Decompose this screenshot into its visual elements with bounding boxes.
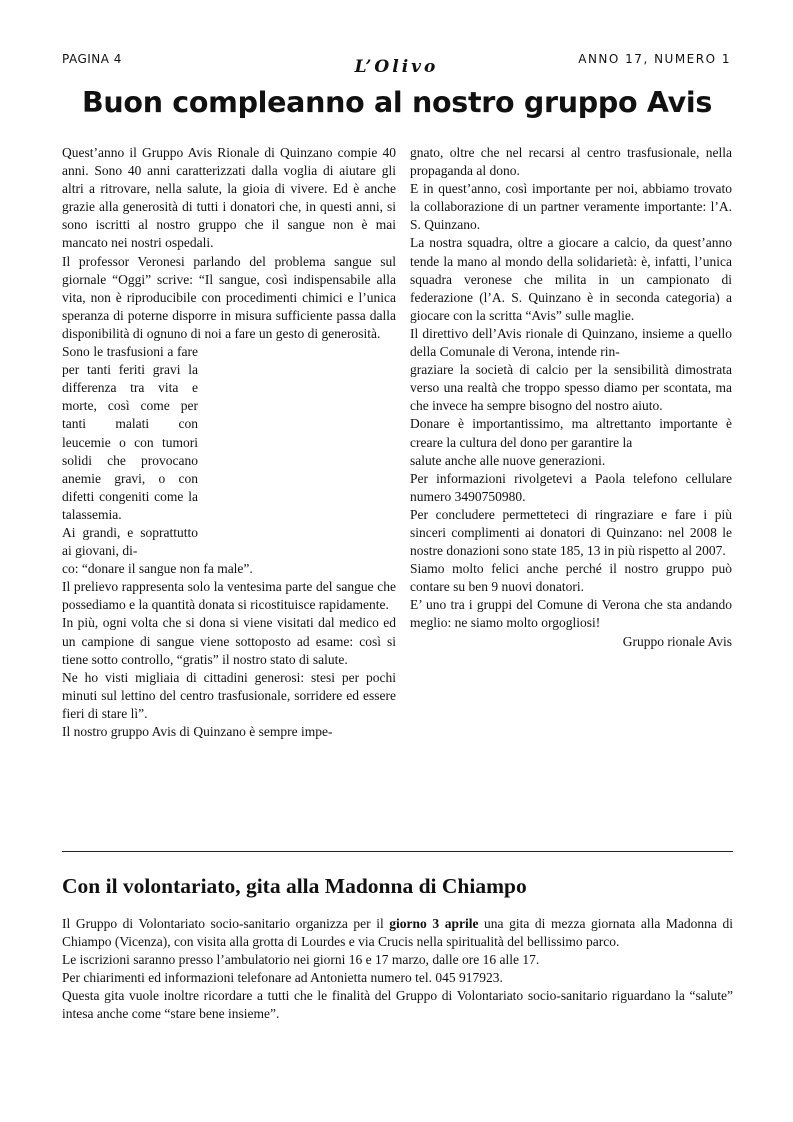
paragraph: In più, ogni volta che si dona si viene visitati dal medico ed un campione di sangue viene sottoposto ad esame: così si tiene sotto controllo, “gratis” il nostro stato di salute.	[62, 615, 396, 667]
paragraph: salute anche alle nuove generazioni.	[410, 452, 606, 468]
text: una gita di mezza giornata alla Madonna di Chiampo (Vicenza), con visita alla grotta di Lourdes e via Crucis nella spiritualità del bellissimo parco.	[62, 916, 733, 950]
paragraph	[62, 915, 733, 951]
paragraph: E’ uno tra i gruppi del Comune di Verona che sta andando meglio: ne siamo molto orgogliosi!	[410, 597, 732, 631]
article-body	[62, 915, 733, 1024]
section-divider	[62, 851, 733, 852]
article-title: Con il volontariato, gita alla Madonna di Chiampo	[62, 874, 527, 898]
paragraph: Per concludere permetteteci di ringraziare e fare i più sinceri complimenti ai donatori di Quinzano: nel 2008 le nostre donazioni sono state 185, 13 in più rispetto al 2007.	[410, 506, 732, 559]
text: Il Gruppo di Volontariato socio-sanitario organizza per il	[62, 916, 390, 931]
event-date: giorno 3 aprile	[389, 916, 479, 931]
article-title: Buon compleanno al nostro gruppo Avis	[82, 86, 713, 119]
article-column-right	[410, 144, 732, 651]
paragraph: Ai grandi, e soprattutto ai giovani, di-	[62, 524, 198, 559]
paragraph: Per chiarimenti ed informazioni telefonare ad Antonietta numero tel. 045 917923.	[62, 970, 503, 986]
issue-number: ANNO 17, NUMERO 1	[578, 52, 731, 66]
paragraph: Quest’anno il Gruppo Avis Rionale di Quinzano compie 40 anni. Sono 40 anni caratterizzati dalla voglia di aiutare gli altri a ritrovare, nella salute, la gioia di vivere. Ed è anche grazie alla generosità di tutti i donatori che, in questi anni, si sono iscritti al nostro gruppo che il sangue non è mai mancato nei nostri ospedali.	[62, 145, 396, 251]
paragraph: gnato, oltre che nel recarsi al centro trasfusionale, nella propaganda al dono.	[410, 145, 732, 179]
article-signature: Gruppo rionale Avis	[622, 633, 732, 649]
paragraph: Il direttivo dell’Avis rionale di Quinzano, insieme a quello della Comunale di Verona, intende rin-	[410, 325, 732, 360]
paragraph: Per informazioni rivolgetevi a Paola telefono cellulare numero 3490750980.	[410, 470, 732, 504]
page-number: PAGINA 4	[62, 52, 122, 66]
paragraph: E in quest’anno, così importante per noi, abbiamo trovato la collaborazione di un partner veramente importante: l’A. S. Quinzano.	[410, 181, 732, 233]
article-column-left	[62, 144, 396, 741]
paragraph: Le iscrizioni saranno presso l’ambulatorio nei giorni 16 e 17 marzo, dalle ore 16 alle 17.	[62, 952, 540, 968]
masthead: L’Olivo	[354, 57, 439, 77]
paragraph: Siamo molto felici anche perché il nostro gruppo può contare su ben 9 nuovi donatori.	[410, 561, 732, 595]
paragraph: Ne ho visti migliaia di cittadini generosi: stesi per pochi minuti sul lettino del centro trasfusionale, sorridere ed essere fieri di stare lì”.	[62, 669, 396, 721]
paragraph: Il professor Veronesi parlando del problema sangue sul giornale “Oggi” scrive: “Il sangue, così indispensabile alla vita, non è riproducibile con procedimenti chimici e l’unica speranza di poterne disporre in misura sufficiente passa dalla disponibilità di ognuno di noi a fare un gesto di generosità.	[62, 253, 396, 341]
paragraph: Il prelievo rappresenta solo la ventesima parte del sangue che possediamo e la quantità donata si ricostituisce rapidamente.	[62, 579, 396, 613]
paragraph: Questa gita vuole inoltre ricordare a tutti che le finalità del Gruppo di Volontariato socio-sanitario riguardano la “salute” intesa anche come “stare bene insieme”.	[62, 988, 733, 1022]
paragraph: graziare la società di calcio per la sensibilità dimostrata verso una realtà che troppo spesso diamo per scontata, ma che invece ha sempre bisogno del nostro aiuto.	[410, 362, 732, 414]
paragraph: co: “donare il sangue non fa male”.	[62, 561, 253, 577]
paragraph: La nostra squadra, oltre a giocare a calcio, da quest’anno tende la mano al mondo della solidarietà: è, infatti, l’unica squadra veronese che milita in un campionato di federazione (l’A. S. Quinzano è in seconda categoria) a giocare con la scritta “Avis” sulle maglie.	[410, 235, 732, 323]
paragraph: Sono le trasfusioni a fare per tanti feriti gravi la differenza tra vita e morte, così come per tanti malati con leucemie o con tumori solidi che provocano anemie gravi, o con difetti congeniti come la talassemia.	[62, 344, 198, 522]
paragraph: Il nostro gruppo Avis di Quinzano è sempre impe-	[62, 724, 333, 739]
paragraph: Donare è importantissimo, ma altrettanto importante è creare la cultura del dono per garantire la	[410, 416, 732, 450]
